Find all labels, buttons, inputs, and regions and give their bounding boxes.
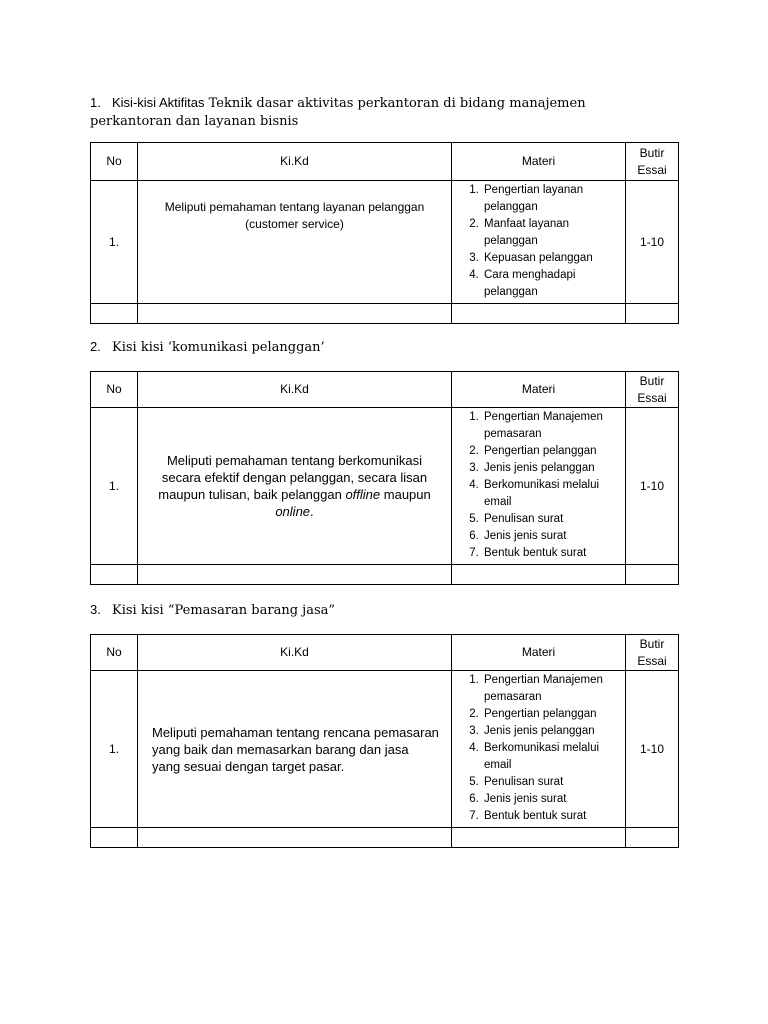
section-title-part: Kisi-kisi Aktifitas	[112, 95, 205, 110]
header-no: No	[91, 372, 138, 408]
section-3-heading	[90, 601, 650, 620]
header-no: No	[91, 635, 138, 671]
header-kikd: Ki.Kd	[138, 372, 452, 408]
kisi-table-2	[90, 371, 679, 585]
kikd-text: maupun	[380, 487, 431, 502]
header-materi: Materi	[452, 372, 626, 408]
kikd-emphasis: offline	[345, 487, 381, 502]
cell-kikd	[138, 408, 452, 565]
list-item: 7. Bentuk bentuk surat	[482, 808, 621, 825]
materi-list	[452, 181, 625, 303]
section-2-heading	[90, 338, 650, 357]
materi-list	[452, 671, 625, 827]
cell-materi	[452, 408, 626, 565]
empty-row	[91, 828, 679, 848]
list-item: 5. Penulisan surat	[482, 511, 621, 528]
materi-list	[452, 408, 625, 564]
header-materi: Materi	[452, 143, 626, 181]
cell-butir: 1-10	[626, 408, 679, 565]
list-item: 1. Pengertian Manajemen pemasaran	[482, 409, 621, 443]
section-number: 1.	[90, 95, 101, 110]
list-item: 2. Pengertian pelanggan	[482, 443, 621, 460]
cell-butir: 1-10	[626, 671, 679, 828]
empty-row	[91, 304, 679, 324]
cell-no: 1.	[91, 181, 138, 304]
header-materi: Materi	[452, 635, 626, 671]
cell-kikd: Meliputi pemahaman tentang rencana pemasaran yang baik dan memasarkan barang dan jasa yang sesuai dengan target pasar.	[138, 671, 452, 828]
empty-row	[91, 565, 679, 585]
list-item: 4. Berkomunikasi melalui email	[482, 740, 621, 774]
cell-no: 1.	[91, 671, 138, 828]
header-kikd: Ki.Kd	[138, 143, 452, 181]
section-title: Kisi kisi “Pemasaran barang jasa”	[112, 603, 336, 618]
list-item: 2. Pengertian pelanggan	[482, 706, 621, 723]
header-kikd: Ki.Kd	[138, 635, 452, 671]
cell-materi	[452, 671, 626, 828]
header-butir: Butir Essai	[626, 635, 679, 671]
section-number: 2.	[90, 339, 101, 354]
header-no: No	[91, 143, 138, 181]
list-item: 1. Pengertian Manajemen pemasaran	[482, 672, 621, 706]
list-item: 5. Penulisan surat	[482, 774, 621, 791]
cell-butir: 1-10	[626, 181, 679, 304]
table-row	[91, 408, 679, 565]
table-row	[91, 181, 679, 304]
list-item: 6. Jenis jenis surat	[482, 791, 621, 808]
section-1-heading	[90, 94, 650, 131]
cell-kikd: Meliputi pemahaman tentang layanan pelanggan (customer service)	[138, 181, 452, 304]
list-item: 3. Kepuasan pelanggan	[482, 250, 621, 267]
header-butir: Butir Essai	[626, 143, 679, 181]
list-item: 4. Cara menghadapi pelanggan	[482, 267, 621, 301]
kikd-text: .	[310, 504, 314, 519]
cell-materi	[452, 181, 626, 304]
kikd-text: Meliputi pemahaman tentang berkomunikasi secara efektif dengan pelanggan, secara lisan maupun tulisan, baik pelanggan	[158, 453, 428, 502]
list-item: 7. Bentuk bentuk surat	[482, 545, 621, 562]
header-butir: Butir Essai	[626, 372, 679, 408]
table-row	[91, 671, 679, 828]
list-item: 2. Manfaat layanan pelanggan	[482, 216, 621, 250]
section-title-part: Teknik dasar aktivitas perkantoran di bidang manajemen perkantoran dan layanan bisnis	[90, 96, 586, 129]
cell-no: 1.	[91, 408, 138, 565]
list-item: 4. Berkomunikasi melalui email	[482, 477, 621, 511]
list-item: 3. Jenis jenis pelanggan	[482, 460, 621, 477]
kisi-table-3	[90, 634, 679, 848]
section-title: Kisi kisi ‘komunikasi pelanggan’	[112, 340, 325, 355]
list-item: 6. Jenis jenis surat	[482, 528, 621, 545]
list-item: 3. Jenis jenis pelanggan	[482, 723, 621, 740]
section-number: 3.	[90, 602, 101, 617]
kikd-emphasis: online	[275, 504, 311, 519]
list-item: 1. Pengertian layanan pelanggan	[482, 182, 621, 216]
kisi-table-1	[90, 142, 679, 324]
